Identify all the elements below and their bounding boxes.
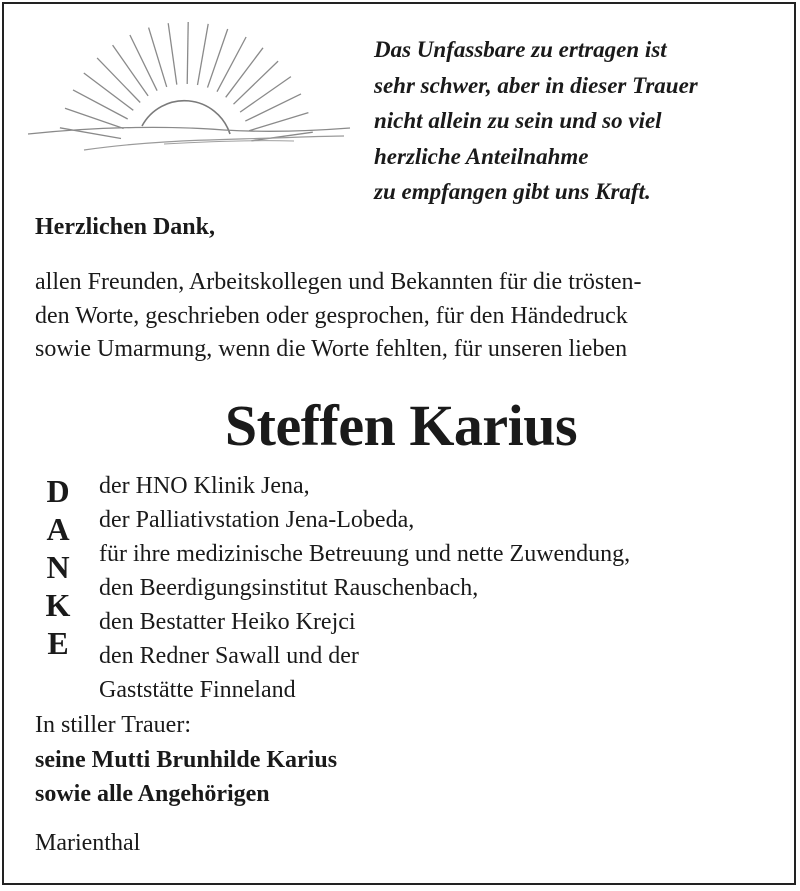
deceased-name: Steffen Karius bbox=[224, 393, 578, 458]
thanks-line: allen Freunden, Arbeitskollegen und Bekannten für die trösten- bbox=[35, 269, 642, 295]
opening-quote bbox=[374, 32, 698, 210]
quote-line: nicht allein zu sein und so viel bbox=[374, 108, 662, 133]
danke-letter: N bbox=[46, 549, 70, 585]
closing-signature bbox=[35, 708, 337, 812]
recipient-line: Gaststätte Finneland bbox=[99, 677, 296, 703]
recipient-line: den Redner Sawall und der bbox=[99, 643, 359, 669]
recipient-line: den Beerdigungsinstitut Rauschenbach, bbox=[99, 575, 479, 601]
quote-line: herzliche Anteilnahme bbox=[374, 143, 589, 169]
recipient-list bbox=[99, 469, 630, 707]
danke-letter: A bbox=[46, 511, 70, 547]
danke-letter: D bbox=[46, 473, 70, 509]
quote-line: zu empfangen gibt uns Kraft. bbox=[374, 179, 651, 204]
thanks-line: den Worte, geschrieben oder gesprochen, für den Händedruck bbox=[35, 302, 628, 329]
recipient-line: der HNO Klinik Jena, bbox=[99, 473, 310, 499]
thanks-heading: Herzlichen Dank, bbox=[35, 214, 215, 240]
recipient-line: der Palliativstation Jena-Lobeda, bbox=[99, 507, 415, 533]
mourner-name: seine Mutti Brunhilde Karius bbox=[35, 746, 338, 773]
danke-letter: E bbox=[47, 625, 69, 661]
quote-line: Das Unfassbare zu ertragen ist bbox=[374, 37, 667, 62]
recipient-line: den Bestatter Heiko Krejci bbox=[99, 609, 356, 635]
obituary-card bbox=[2, 2, 796, 885]
place-name: Marienthal bbox=[35, 830, 141, 856]
thanks-paragraph bbox=[35, 266, 642, 367]
danke-letter: K bbox=[45, 587, 71, 623]
quote-line: sehr schwer, aber in dieser Trauer bbox=[374, 72, 698, 98]
thanks-line: sowie Umarmung, wenn die Worte fehlten, für unseren lieben bbox=[35, 336, 628, 362]
mourner-relatives: sowie alle Angehörigen bbox=[35, 781, 270, 807]
rising-sun-icon bbox=[24, 22, 354, 182]
recipient-line: für ihre medizinische Betreuung und nette Zuwendung, bbox=[99, 541, 631, 567]
closing-intro: In stiller Trauer: bbox=[35, 712, 191, 738]
danke-vertical-word bbox=[38, 472, 78, 662]
